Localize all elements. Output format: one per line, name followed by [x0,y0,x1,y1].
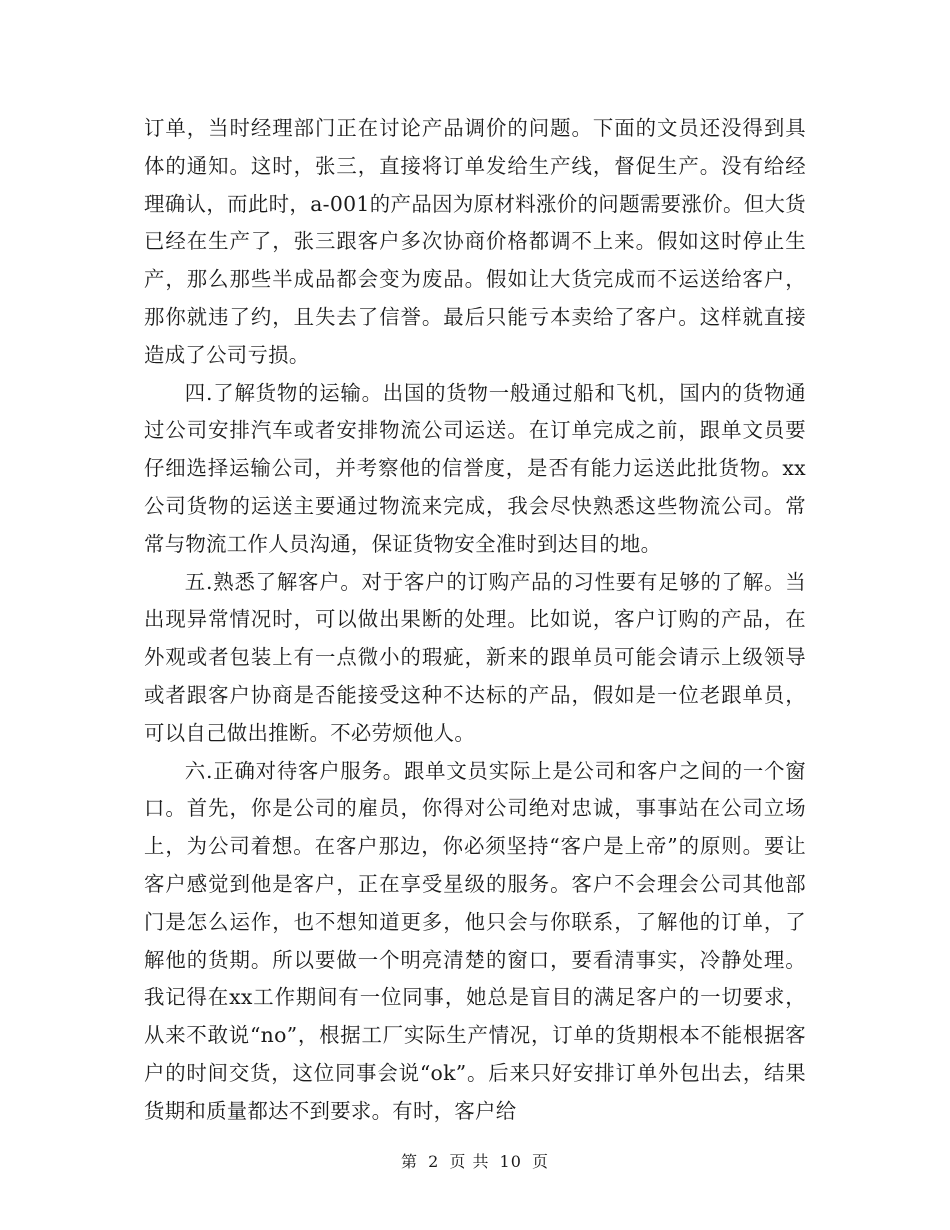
footer-page-number: 2 [428,1152,440,1171]
footer-prefix: 第 [400,1152,418,1171]
paragraph-section-4-transport: 四.了解货物的运输。出国的货物一般通过船和飞机，国内的货物通过公司安排汽车或者安排物流公司运送。在订单完成之前，跟单文员要仔细选择运输公司，并考察他的信誉度，是否有能力运送此批货物。xx公司货物的运送主要通过物流来完成，我会尽快熟悉这些物流公司。常常与物流工作人员沟通，保证货物安全准时到达目的地。 [144,380,806,556]
document-body [144,110,806,1131]
footer-middle: 页 共 [449,1152,490,1171]
paragraph-section-6-service: 六.正确对待客户服务。跟单文员实际上是公司和客户之间的一个窗口。首先，你是公司的雇员，你得对公司绝对忠诚，事事站在公司立场上，为公司着想。在客户那边，你必须坚持“客户是上帝”的原则。要让客户感觉到他是客户，正在享受星级的服务。客户不会理会公司其他部门是怎么运作，也不想知道更多，他只会与你联系，了解他的订单，了解他的货期。所以要做一个明亮清楚的窗口，要看清事实，冷静处理。我记得在xx工作期间有一位同事，她总是盲目的满足客户的一切要求，从来不敢说“no”，根据工厂实际生产情况，订单的货期根本不能根据客户的时间交货，这位同事会说“ok”。后来只好安排订单外包出去，结果货期和质量都达不到要求。有时，客户给 [144,758,806,1123]
page-footer [0,1152,950,1172]
footer-total-pages: 10 [499,1152,522,1171]
paragraph-continuation: 订单，当时经理部门正在讨论产品调价的问题。下面的文员还没得到具体的通知。这时，张三，直接将订单发给生产线，督促生产。没有给经理确认，而此时，a-001的产品因为原材料涨价的问题需要涨价。但大货已经在生产了，张三跟客户多次协商价格都调不上来。假如这时停止生产，那么那些半成品都会变为废品。假如让大货完成而不运送给客户，那你就违了约，且失去了信誉。最后只能亏本卖给了客户。这样就直接造成了公司亏损。 [144,116,806,367]
footer-suffix: 页 [532,1152,550,1171]
paragraph-section-5-customers: 五.熟悉了解客户。对于客户的订购产品的习性要有足够的了解。当出现异常情况时，可以做出果断的处理。比如说，客户订购的产品，在外观或者包装上有一点微小的瑕疵，新来的跟单员可能会请示上级领导或者跟客户协商是否能接受这种不达标的产品，假如是一位老跟单员，可以自己做出推断。不必劳烦他人。 [144,569,806,745]
